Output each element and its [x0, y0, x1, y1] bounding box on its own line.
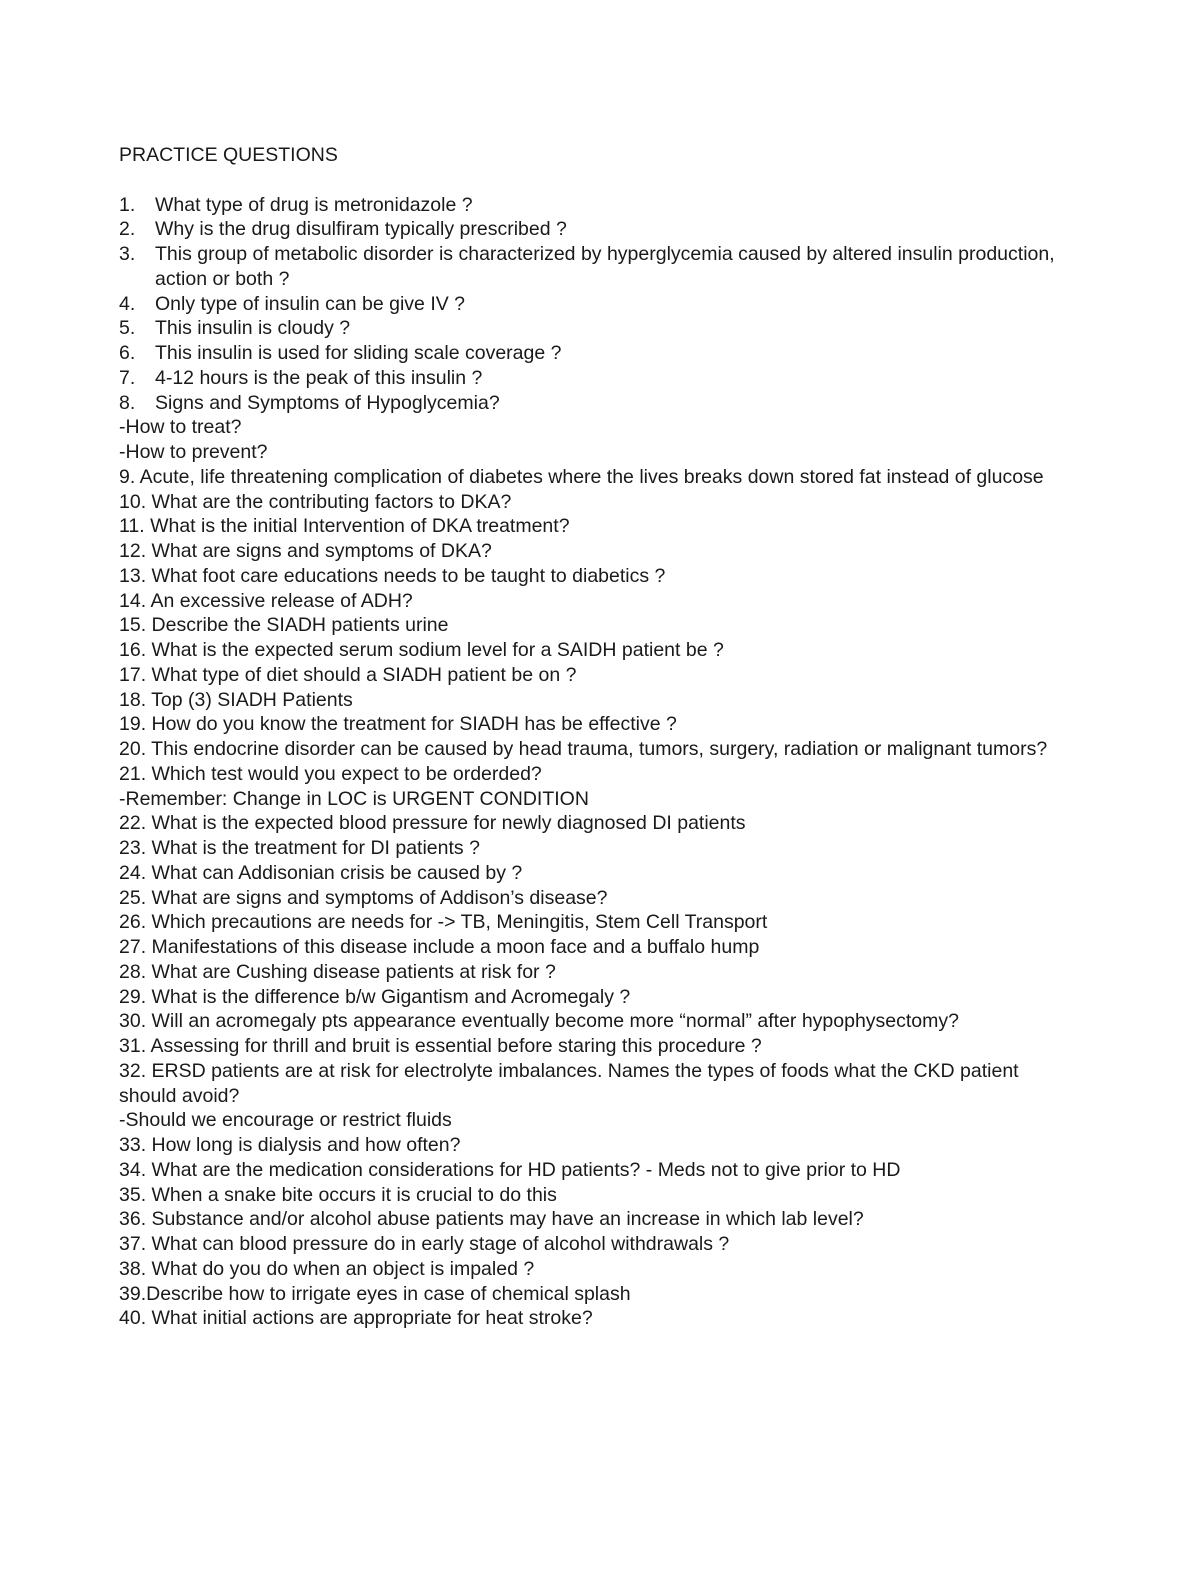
list-item-number: 8. — [119, 391, 136, 414]
text-line: 35. When a snake bite occurs it is crucial to do this — [119, 1183, 557, 1206]
text-line: 40. What initial actions are appropriate for heat stroke? — [119, 1307, 593, 1330]
text-line: 9. Acute, life threatening complication of diabetes where the lives breaks down stored fat instead of glucose — [119, 465, 1044, 488]
text-line: 36. Substance and/or alcohol abuse patients may have an increase in which lab level? — [119, 1208, 864, 1231]
text-line: 11. What is the initial Intervention of DKA treatment? — [119, 515, 570, 538]
list-item-number: 4. — [119, 292, 136, 315]
text-line: 37. What can blood pressure do in early stage of alcohol withdrawals ? — [119, 1233, 730, 1255]
list-item-number: 3. — [119, 243, 136, 265]
page-title: PRACTICE QUESTIONS — [119, 144, 338, 166]
question-lines — [119, 415, 1079, 1331]
document-content — [119, 143, 1079, 1331]
text-line: 32. ERSD patients are at risk for electrolyte imbalances. Names the types of foods what the CKD patient should avoid? — [119, 1059, 1019, 1107]
list-item-number: 2. — [119, 218, 136, 241]
text-line: 21. Which test would you expect to be orderded? — [119, 762, 542, 785]
list-item-text: Only type of insulin can be give IV ? — [155, 292, 466, 315]
list-item — [119, 193, 1079, 218]
list-item-text: 4-12 hours is the peak of this insulin ? — [155, 366, 483, 389]
text-line: 13. What foot care educations needs to be taught to diabetics ? — [119, 564, 666, 587]
text-line: 24. What can Addisonian crisis be caused by ? — [119, 861, 523, 884]
list-item — [119, 341, 1079, 366]
list-item — [119, 217, 1079, 242]
text-line: 25. What are signs and symptoms of Addison’s disease? — [119, 886, 608, 909]
text-line: 34. What are the medication considerations for HD patients? - Meds not to give prior to HD — [119, 1158, 901, 1181]
list-item-text: This insulin is cloudy ? — [155, 317, 351, 340]
list-item-number: 5. — [119, 317, 136, 340]
text-line: 16. What is the expected serum sodium level for a SAIDH patient be ? — [119, 639, 724, 661]
list-item — [119, 242, 1079, 292]
text-line: 33. How long is dialysis and how often? — [119, 1134, 461, 1156]
list-item — [119, 391, 1079, 416]
text-line: -How to treat? — [119, 416, 242, 439]
text-line: -How to prevent? — [119, 441, 268, 463]
text-line: 27. Manifestations of this disease include a moon face and a buffalo hump — [119, 936, 760, 958]
text-line: 23. What is the treatment for DI patients ? — [119, 837, 480, 859]
text-line: 30. Will an acromegaly pts appearance eventually become more “normal” after hypophysectomy? — [119, 1010, 959, 1033]
list-item — [119, 366, 1079, 391]
list-item-number: 7. — [119, 366, 136, 389]
text-line: -Remember: Change in LOC is URGENT CONDITION — [119, 787, 589, 810]
numbered-list — [119, 193, 1079, 416]
list-item-text: Signs and Symptoms of Hypoglycemia? — [155, 391, 500, 414]
text-line: 22. What is the expected blood pressure for newly diagnosed DI patients — [119, 812, 746, 835]
text-line: -Should we encourage or restrict fluids — [119, 1109, 452, 1132]
text-line: 28. What are Cushing disease patients at risk for ? — [119, 960, 556, 983]
text-line: 29. What is the difference b/w Gigantism and Acromegaly ? — [119, 985, 631, 1008]
text-line: 15. Describe the SIADH patients urine — [119, 614, 449, 637]
list-item-text: Why is the drug disulfiram typically prescribed ? — [155, 218, 567, 241]
list-item — [119, 316, 1079, 341]
list-item-text: This insulin is used for sliding scale coverage ? — [155, 342, 562, 364]
list-item-text: This group of metabolic disorder is characterized by hyperglycemia caused by altered insulin production, action or both ? — [155, 243, 1055, 290]
text-line: 12. What are signs and symptoms of DKA? — [119, 540, 492, 562]
list-item — [119, 292, 1079, 317]
text-line: 19. How do you know the treatment for SIADH has be effective ? — [119, 713, 677, 736]
text-line: 14. An excessive release of ADH? — [119, 589, 413, 612]
text-line: 10. What are the contributing factors to DKA? — [119, 490, 512, 513]
text-line: 39.Describe how to irrigate eyes in case of chemical splash — [119, 1282, 631, 1305]
list-item-number: 6. — [119, 342, 136, 364]
text-line: 31. Assessing for thrill and bruit is essential before staring this procedure ? — [119, 1035, 762, 1057]
list-item-number: 1. — [119, 193, 136, 216]
list-item-text: What type of drug is metronidazole ? — [155, 193, 473, 216]
text-line: 17. What type of diet should a SIADH patient be on ? — [119, 663, 577, 686]
text-line: 20. This endocrine disorder can be caused by head trauma, tumors, surgery, radiation or malignant tumors? — [119, 738, 1048, 760]
text-line: 18. Top (3) SIADH Patients — [119, 688, 353, 711]
text-line: 26. Which precautions are needs for -> TB, Meningitis, Stem Cell Transport — [119, 911, 768, 934]
text-line: 38. What do you do when an object is impaled ? — [119, 1257, 535, 1280]
